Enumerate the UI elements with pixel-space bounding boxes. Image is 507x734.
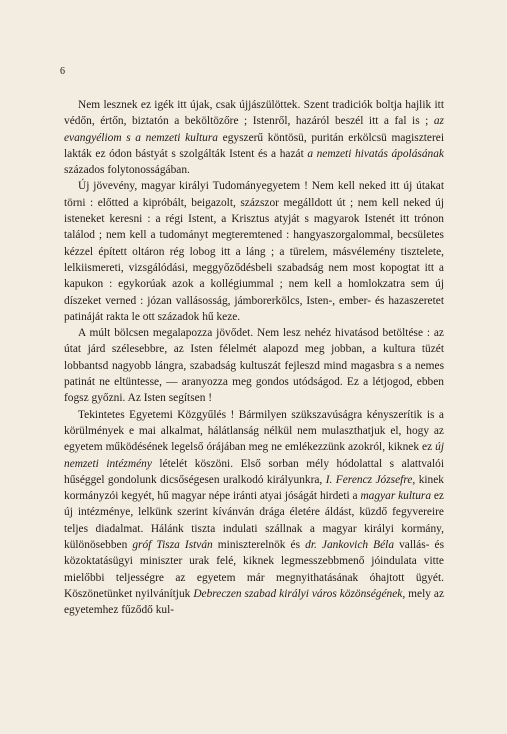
text-run: ez új intézménye, lelkünk szerint kívánván drága életére áldást, küzdő fegyvereire teljes diadalmat. Hálánk tiszta indulati szállnak a magyar királyi kormány, különösebben xyxy=(64,490,444,552)
text-run: Új jövevény, magyar királyi Tudományegyetem ! Nem kell neked itt új útakat törni : előtted a kipróbált, beigazolt, százszor megálldott út ; nem kell neked új isteneket keresni : a régi Istent, a Krisztus atyját s magyarok Istenét itt trónon találod ; nem kell a tudományt megteremtened : hangyaszorgalommal, becsületes kézzel épített oltáron rég lobog itt a láng ; a türelem, másvélemény tisztelete, lelkiismereti, vizsgálódási, meggyőződésbeli szabadság nem most kopogtat itt a kapukon : egykorúak azok a kollégiummal ; nem kell a homlokzatra sem új díszeket verned : józan vallásosság, jámborerkölcs, Isten-, ember- és hazaszeretet patináját rakta le ott századok hű keze. xyxy=(64,180,444,323)
page-number: 6 xyxy=(60,66,66,77)
italic-text-run: új nemzeti intézmény xyxy=(64,441,444,470)
paragraph xyxy=(64,325,444,406)
text-run: A múlt bölcsen megalapozza jövődet. Nem lesz nehéz hivatásod betöltése : az útat járd szélesebbre, az Isten félelmét alapozd meg jobban, a kultura tüzét lobbantsd nagyobb lángra, szabadság kultuszát fejleszd mind magasbra s a nemes patinát ne eltüntesse, — aranyozza meg gondos utódságod. Ez a létjogod, ebben fogsz győzni. Az Isten segítsen ! xyxy=(64,327,444,405)
text-run: Tekintetes Egyetemi Közgyűlés ! Bármilyen szükszavúságra kényszerítik is a körülmények e mai alkalmat, hálátlanság nélkül nem mulaszthatjuk el, hogy az egyetem működésének legelső órájában meg ne emlékezzünk azokról, kiknek ez xyxy=(64,408,444,454)
text-run: kinek kormányzói kegyét, hű magyar népe iránti atyai jóságát hirdeti a xyxy=(64,473,444,503)
paragraph xyxy=(64,178,444,325)
text-run: Nem lesznek ez igék itt újak, csak újjászülöttek. Szent tradiciók boltja hajlik itt védőn, értőn, biztatón a beköltözőre ; Istenről, hazáról beszél itt a fal is ; xyxy=(64,99,444,128)
text-run: vallás- és közoktatásügyi miniszter urak felé, kiknek legmesszebbmenő jóindulata vitte mielőbbi teljességre az egyetem már megnyithatásának óhajtott ügyét. Köszönetünket nyilvánítjuk xyxy=(64,539,444,600)
italic-text-run: magyar kultura xyxy=(360,490,432,503)
text-run: egyszerű köntösü, puritán erkölcsü magiszterei lakták ez ódon bástyát s szolgálták Istent és a hazát xyxy=(64,131,444,160)
italic-text-run: gróf Tisza István xyxy=(132,539,213,552)
text-run: százados folytonosságában. xyxy=(64,164,190,177)
paragraph xyxy=(64,407,444,619)
italic-text-run: I. Ferencz Józsefre, xyxy=(325,473,416,486)
text-run: mely az egyetemhez fűződő kul- xyxy=(64,587,444,617)
italic-text-run: Debreczen szabad királyi város közönségének, xyxy=(193,587,406,600)
italic-text-run: dr. Jankovich Béla xyxy=(305,539,395,552)
italic-text-run: az evangyéliom s a nemzeti kultura xyxy=(64,115,444,144)
text-run: miniszterelnök és xyxy=(212,539,306,552)
paragraph xyxy=(64,97,444,178)
text-run: lételét köszöni. Első sorban mély hódolattal s alattvalói hűséggel gondolunk dicsőségesen uralkodó királyunkra, xyxy=(64,457,444,486)
body-text xyxy=(64,97,444,619)
italic-text-run: a nemzeti hivatás ápolásának xyxy=(307,147,444,160)
